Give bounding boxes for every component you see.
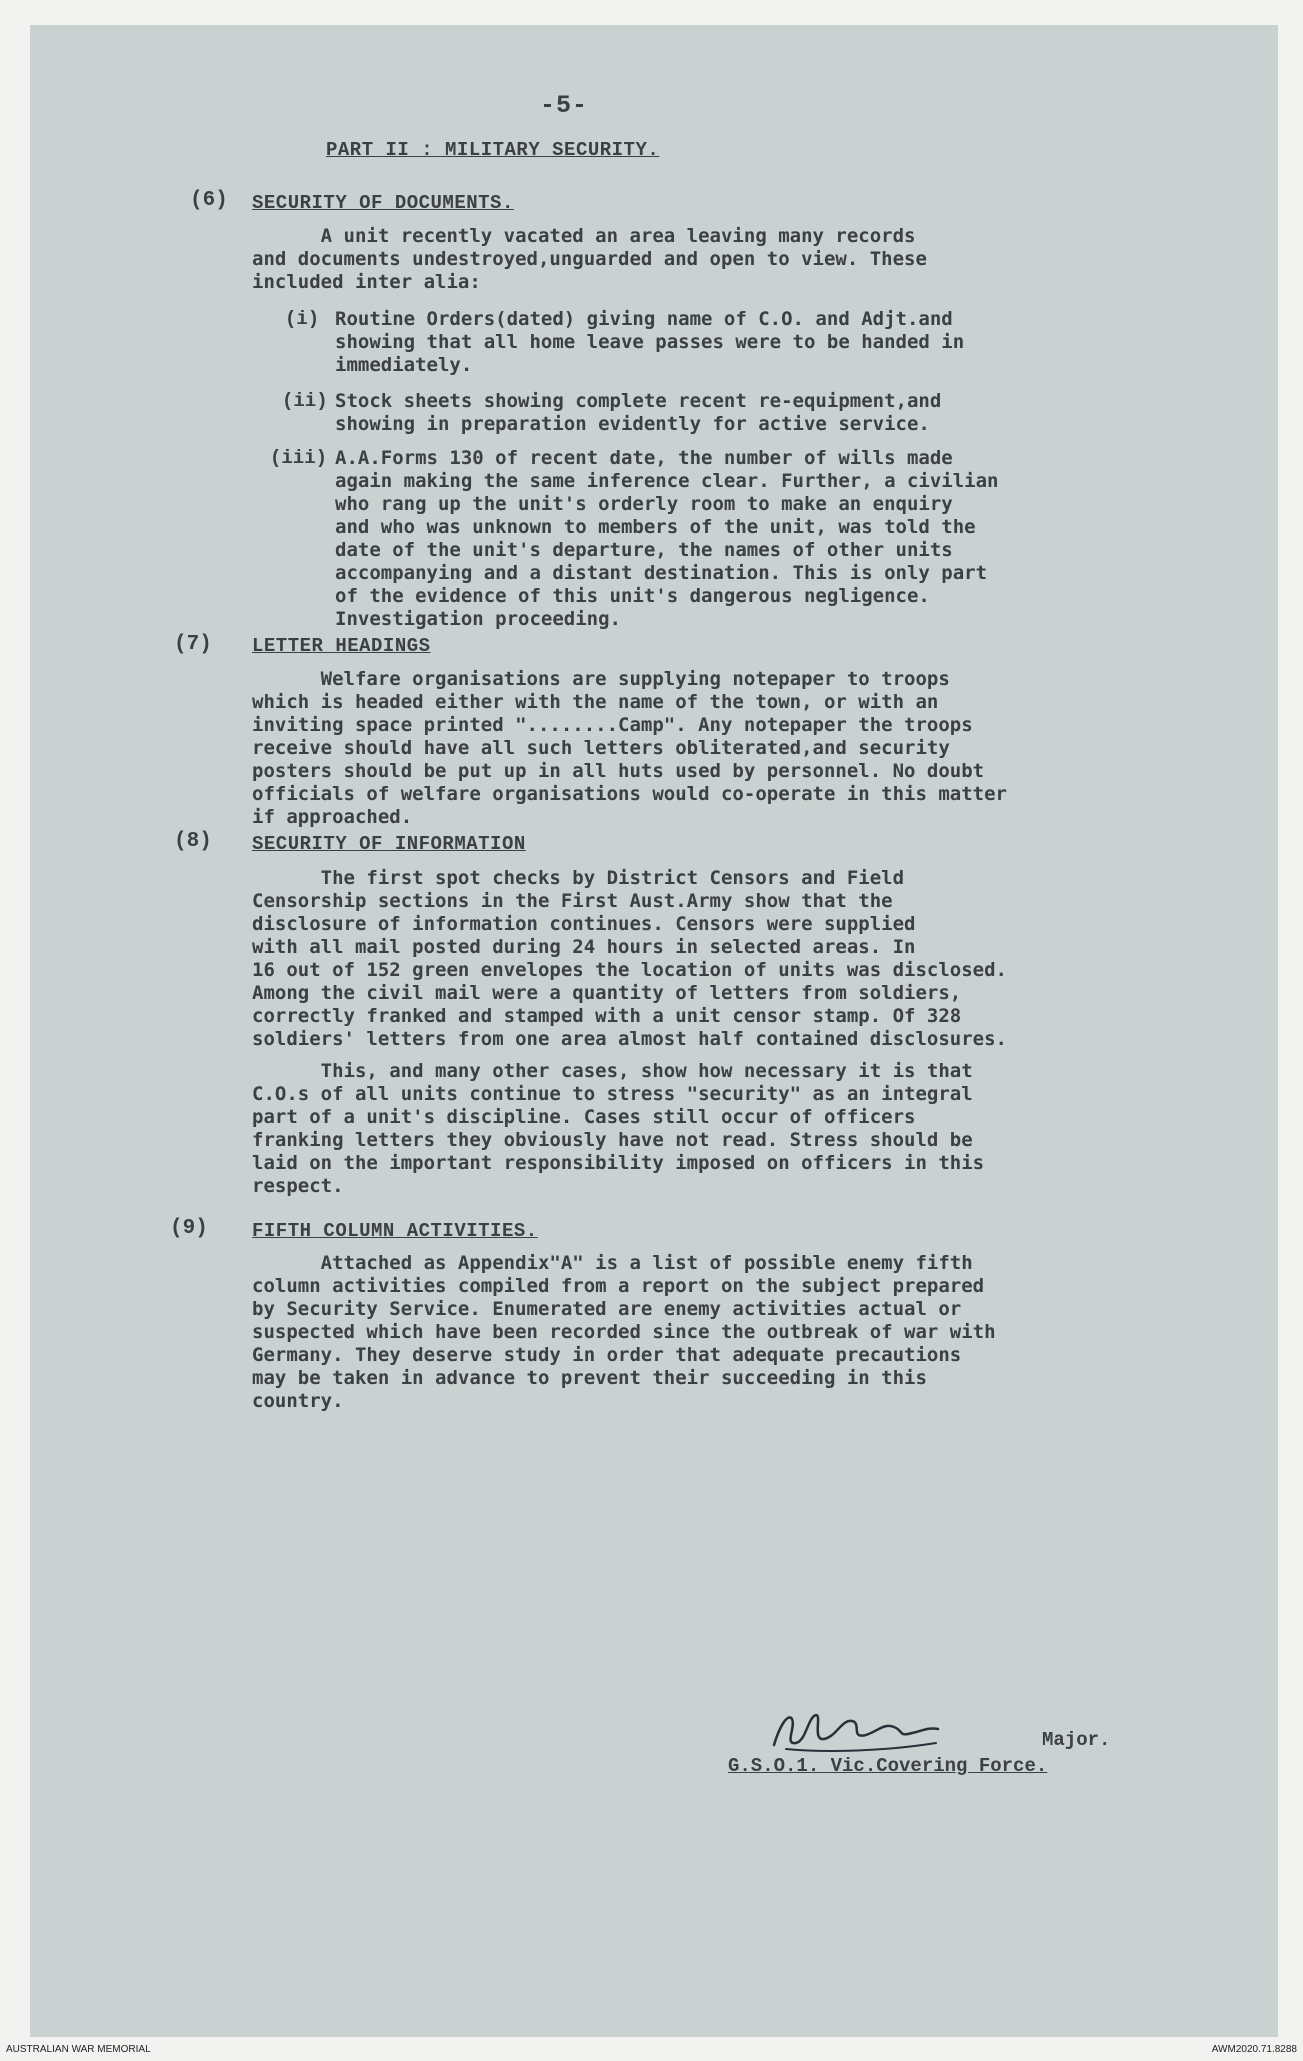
section-paragraph: Attached as Appendix"A" is a list of possible enemy fifth column activities compiled from a report on the subject prepared by Security Service. Enumerated are enemy activities actual or suspected which have been recorded since the outbreak of war with Germany. They deserve study in order that adequate precautions may be taken in advance to prevent their succeeding in this country. — [252, 1252, 996, 1412]
section-number: (8) — [174, 830, 212, 853]
section-intro: A unit recently vacated an area leaving many records and documents undestroyed,unguarded and open to view. These included inter alia: — [252, 225, 927, 293]
section-number: (9) — [170, 1217, 208, 1240]
section-paragraph: The first spot checks by District Censors and Field Censorship sections in the First Aust.Army show that the disclosure of information continues. Censors were supplied with all mail posted during 24 hours in selected areas. In 16 out of 152 green envelopes the location of units was disclosed. Among the civil mail were a quantity of letters from soldiers, correctly franked and stamped with a unit censor stamp. Of 328 soldiers' letters from one area almost half contained disclosures. — [252, 867, 1007, 1050]
section-heading: FIFTH COLUMN ACTIVITIES. — [252, 1220, 538, 1242]
part-title: PART II : MILITARY SECURITY. — [326, 139, 660, 161]
item-text: Stock sheets showing complete recent re-equipment,and showing in preparation evidently for active service. — [335, 390, 942, 435]
document-page — [30, 25, 1278, 2037]
section-number: (6) — [190, 189, 228, 212]
section-number: (7) — [174, 633, 212, 656]
item-text: A.A.Forms 130 of recent date, the number of wills made again making the same inference clear. Further, a civilian who rang up the unit's orderly room to make an enquiry and who was unknown to members of the unit, was told the date of the unit's departure, the names of other units accompanying and a distant destination. This is only part of the evidence of this unit's dangerous negligence. Investigation proceeding. — [335, 447, 999, 630]
signatory-organisation: G.S.O.1. Vic.Covering Force. — [728, 1755, 1048, 1777]
item-label: (i) — [285, 308, 320, 330]
footer-accession-number: AWM2020.71.8288 — [1211, 2044, 1297, 2055]
item-text: Routine Orders(dated) giving name of C.O. and Adjt.and showing that all home leave passes were to be handed in immediately. — [335, 308, 965, 376]
section-paragraph: Welfare organisations are supplying notepaper to troops which is headed either with the name of the town, or with an inviting space printed "........Camp". Any notepaper the troops receive should have all such letters obliterated,and security posters should be put up in all huts used by personnel. No doubt officials of welfare organisations would co-operate in this matter if approached. — [252, 668, 1007, 828]
handwritten-signature — [766, 1705, 946, 1760]
section-paragraph: This, and many other cases, show how necessary it is that C.O.s of all units continue to stress "security" as an integral part of a unit's discipline. Cases still occur of officers franking letters they obviously have not read. Stress should be laid on the important responsibility imposed on officers in this respect. — [252, 1060, 985, 1197]
section-heading: SECURITY OF DOCUMENTS. — [252, 192, 514, 214]
signatory-rank: Major. — [1042, 1729, 1111, 1751]
section-heading: LETTER HEADINGS — [252, 635, 431, 657]
item-label: (ii) — [282, 390, 328, 412]
item-label: (iii) — [270, 447, 328, 469]
page-number: -5- — [540, 91, 589, 120]
section-heading: SECURITY OF INFORMATION — [252, 833, 526, 855]
footer-institution: AUSTRALIAN WAR MEMORIAL — [6, 2044, 151, 2055]
